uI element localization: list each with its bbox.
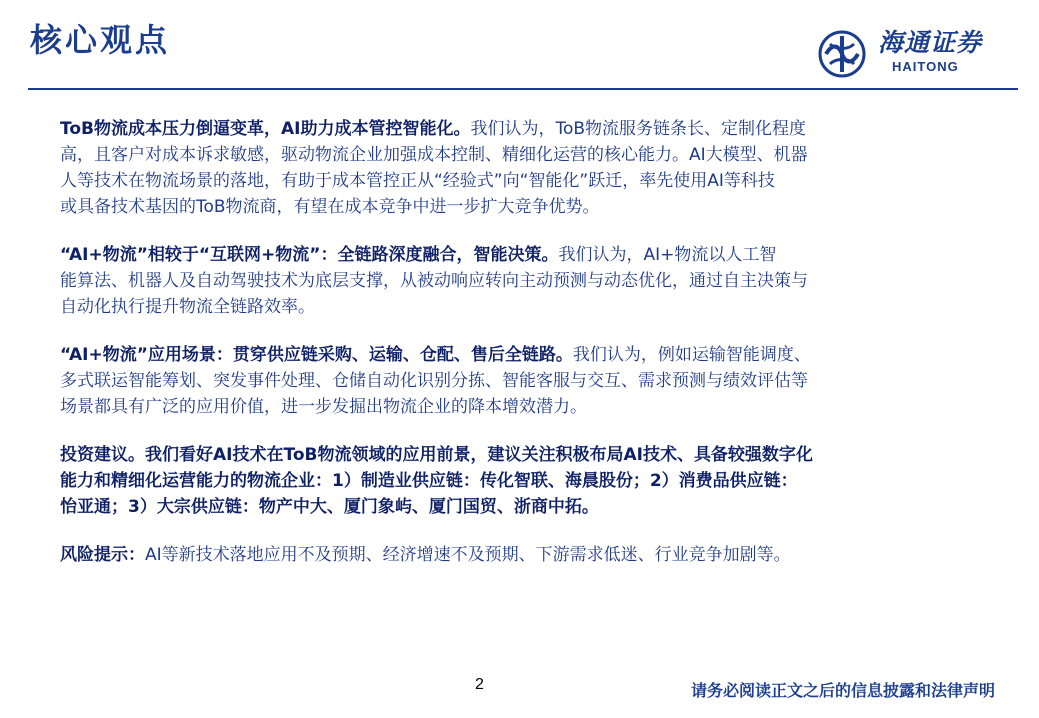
text-line <box>60 368 1010 394</box>
text-line <box>60 294 1010 320</box>
normal-text: 或具备技术基因的ToB物流商，有望在成本竞争中进一步扩大竞争优势。 <box>60 197 600 217</box>
bold-text: ToB物流成本压力倒逼变革，AI助力成本管控智能化。 <box>60 119 471 139</box>
normal-text: 场景都具有广泛的应用价值，进一步发掘出物流企业的降本增效潜力。 <box>60 397 587 417</box>
text-line <box>60 468 1010 494</box>
bold-text: 怡亚通；3）大宗供应链：物产中大、厦门象屿、厦门国贸、浙商中拓。 <box>60 497 599 517</box>
footer-disclaimer: 请务必阅读正文之后的信息披露和法律声明 <box>690 681 995 700</box>
text-line <box>60 242 1010 268</box>
bold-text: 风险提示： <box>60 545 145 565</box>
text-line <box>60 394 1010 420</box>
normal-text: 高，且客户对成本诉求敏感，驱动物流企业加强成本控制、精细化运营的核心能力。AI大模型、机器 <box>60 145 808 165</box>
bold-text: 能力和精细化运营能力的物流企业：1）制造业供应链：传化智联、海晨股份；2）消费品供应链： <box>60 471 798 491</box>
paragraph-cost-pressure <box>60 116 1010 220</box>
text-line <box>60 116 1010 142</box>
text-line <box>60 268 1010 294</box>
text-line <box>60 142 1010 168</box>
normal-text: 人等技术在物流场景的落地，有助于成本管控正从“经验式”向“智能化”跃迁，率先使用AI等科技 <box>60 171 775 191</box>
normal-text: 我们认为，例如运输智能调度、 <box>572 345 811 365</box>
text-line <box>60 342 1010 368</box>
paragraph-application-scenarios <box>60 342 1010 420</box>
normal-text: 自动化执行提升物流全链路效率。 <box>60 297 315 317</box>
haitong-logo <box>818 26 1018 76</box>
haitong-logo-icon <box>818 30 866 78</box>
paragraph-risk-warning <box>60 542 1010 568</box>
text-line <box>60 194 1010 220</box>
header-divider <box>28 88 1018 90</box>
text-line <box>60 442 1010 468</box>
bold-text: “AI+物流”相较于“互联网+物流”：全链路深度融合，智能决策。 <box>60 245 559 265</box>
bold-text: 投资建议。我们看好AI技术在ToB物流领域的应用前景，建议关注积极布局AI技术、具备较强数字化 <box>60 445 813 465</box>
logo-chinese-name: 海通证券 <box>878 28 983 57</box>
page-number: 2 <box>475 676 484 693</box>
normal-text: AI等新技术落地应用不及预期、经济增速不及预期、下游需求低迷、行业竞争加剧等。 <box>145 545 791 565</box>
text-line <box>60 542 1010 568</box>
page-title: 核心观点 <box>30 21 171 59</box>
text-line <box>60 494 1010 520</box>
normal-text: 我们认为，ToB物流服务链条长、定制化程度 <box>470 119 807 139</box>
logo-english-name: HAITONG <box>892 59 959 74</box>
normal-text: 多式联运智能筹划、突发事件处理、仓储自动化识别分拣、智能客服与交互、需求预测与绩效评估等 <box>60 371 808 391</box>
paragraph-investment-advice <box>60 442 1010 520</box>
normal-text: 能算法、机器人及自动驾驶技术为底层支撑，从被动响应转向主动预测与动态优化，通过自主决策与 <box>60 271 808 291</box>
bold-text: “AI+物流”应用场景：贯穿供应链采购、运输、仓配、售后全链路。 <box>60 345 573 365</box>
normal-text: 我们认为，AI+物流以人工智 <box>558 245 777 265</box>
body-content <box>60 116 1010 590</box>
text-line <box>60 168 1010 194</box>
paragraph-ai-vs-internet <box>60 242 1010 320</box>
